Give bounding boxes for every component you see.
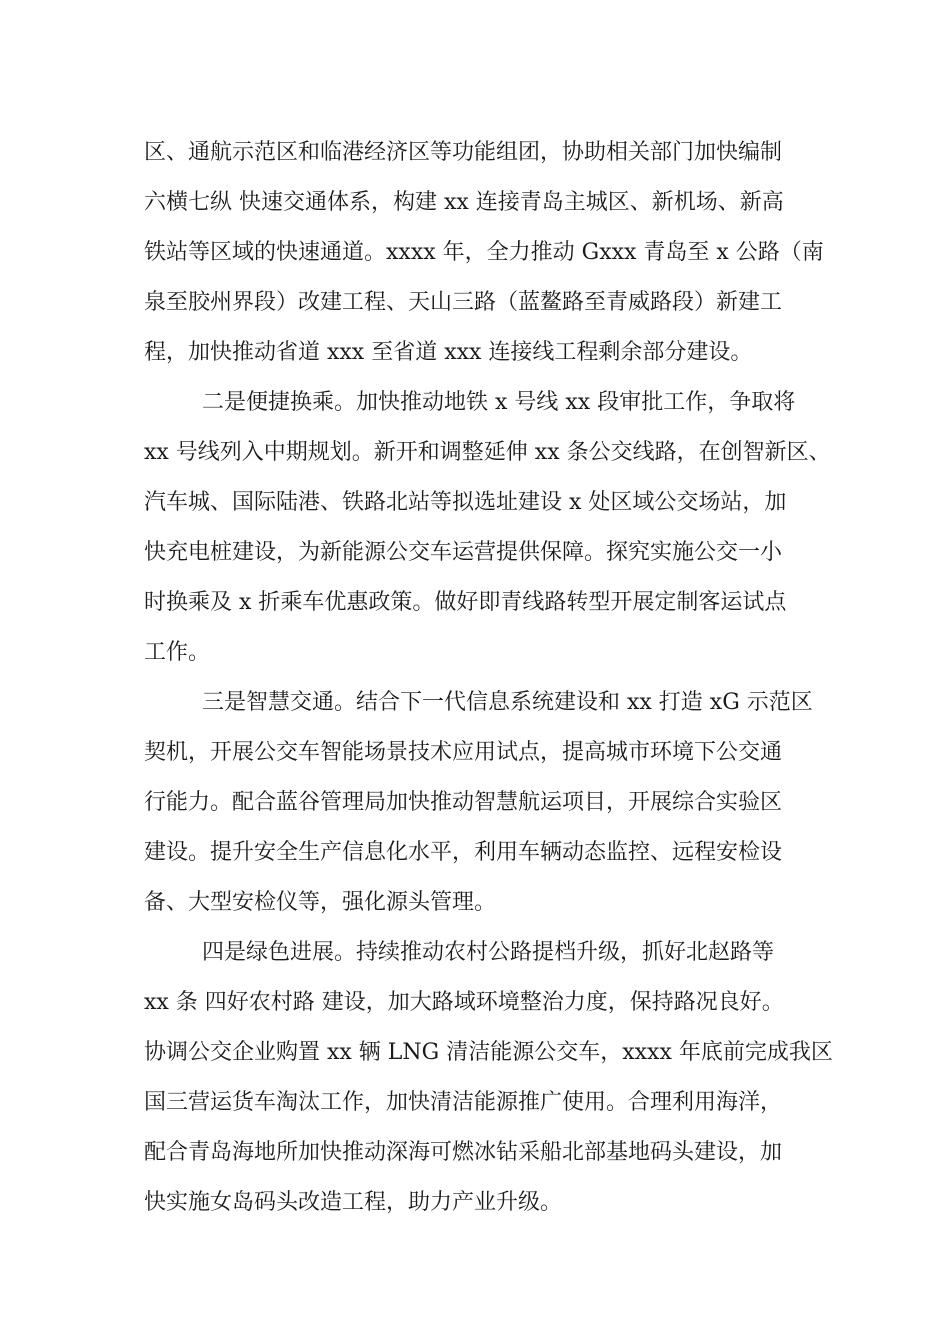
text-line: xx 号线列入中期规划。新开和调整延伸 xx 条公交线路，在创智新区、: [144, 440, 831, 465]
text-line: 建设。提升安全生产信息化水平，利用车辆动态监控、远程安检设: [144, 840, 783, 865]
text-line: xx 条 四好农村路 建设，加大路域环境整治力度，保持路况良好。: [144, 990, 784, 1015]
text-line: 程，加快推动省道 xxx 至省道 xxx 连接线工程剩余部分建设。: [144, 340, 753, 365]
text-line: 配合青岛海地所加快推动深海可燃冰钻采船北部基地码头建设，加: [144, 1140, 783, 1165]
text-line: 快充电桩建设，为新能源公交车运营提供保障。探究实施公交一小: [144, 540, 783, 565]
text-line: 六横七纵 快速交通体系，构建 xx 连接青岛主城区、新机场、新高: [144, 190, 784, 215]
text-line: 备、大型安检仪等，强化源头管理。: [144, 890, 497, 915]
text-line: 快实施女岛码头改造工程，助力产业升级。: [144, 1190, 563, 1215]
text-line: 协调公交企业购置 xx 辆 LNG 清洁能源公交车，xxxx 年底前完成我区: [144, 1040, 833, 1065]
body-text: [144, 128, 833, 1228]
text-line: 工作。: [144, 640, 211, 665]
text-line: 国三营运货车淘汰工作，加快清洁能源推广使用。合理利用海洋，: [144, 1090, 783, 1115]
text-line: 汽车城、国际陆港、铁路北站等拟选址建设 x 处区域公交场站，加: [144, 490, 787, 515]
text-line: 契机，开展公交车智能场景技术应用试点，提高城市环境下公交通: [144, 740, 783, 765]
text-line: 行能力。配合蓝谷管理局加快推动智慧航运项目，开展综合实验区: [144, 790, 783, 815]
text-line: 铁站等区域的快速通道。xxxx 年，全力推动 Gxxx 青岛至 x 公路（南: [144, 240, 824, 265]
paragraph-first-line: 三是智慧交通。结合下一代信息系统建设和 xx 打造 xG 示范区: [202, 690, 813, 715]
text-line: 区、通航示范区和临港经济区等功能组团，协助相关部门加快编制: [144, 140, 783, 165]
text-line: 时换乘及 x 折乘车优惠政策。做好即青线路转型开展定制客运试点: [144, 590, 787, 615]
paragraph-first-line: 二是便捷换乘。加快推动地铁 x 号线 xx 段审批工作，争取将: [202, 390, 796, 415]
paragraph-first-line: 四是绿色进展。持续推动农村公路提档升级，抓好北赵路等: [202, 940, 775, 965]
text-line: 泉至胶州界段）改建工程、天山三路（蓝鳌路至青威路段）新建工: [144, 290, 783, 315]
